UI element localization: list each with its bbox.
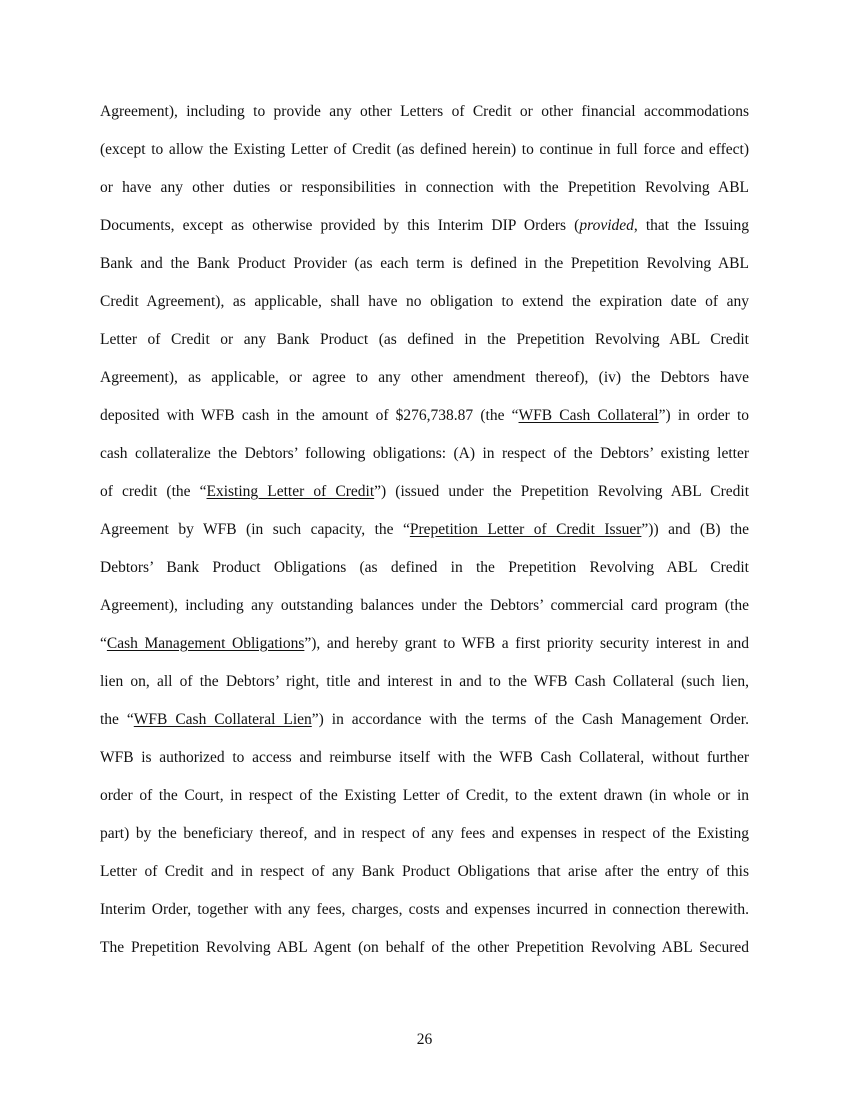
text-line	[100, 322, 749, 360]
text-run: deposited with WFB cash in the amount of $276,738.87 (the “	[100, 407, 519, 424]
text-run: Agreement), including any outstanding balances under the Debtors’ commercial card program (the	[100, 597, 749, 614]
text-run: ”) in order to	[658, 407, 750, 424]
text-run: Letter of Credit and in respect of any Bank Product Obligations that arise after the entry of this	[100, 863, 749, 880]
text-run: part) by the beneficiary thereof, and in respect of any fees and expenses in respect of the Existing	[100, 825, 749, 842]
text-line	[100, 360, 749, 398]
text-run: , that the Issuing	[633, 217, 749, 234]
text-line	[100, 588, 749, 626]
text-run: Bank and the Bank Product Provider (as each term is defined in the Prepetition Revolving ABL	[100, 255, 749, 272]
defined-term: Existing Letter of Credit	[206, 483, 375, 500]
body-text	[100, 94, 749, 968]
text-run: “	[100, 635, 107, 652]
text-run: Letter of Credit or any Bank Product (as defined in the Prepetition Revolving ABL Credit	[100, 331, 749, 348]
text-run: of credit (the “	[100, 483, 207, 500]
text-line	[100, 474, 749, 512]
defined-term: Prepetition Letter of Credit Issuer	[409, 521, 642, 538]
text-run: the “	[100, 711, 134, 728]
text-run: order of the Court, in respect of the Existing Letter of Credit, to the extent drawn (in whole or in	[100, 787, 749, 804]
text-line	[100, 550, 749, 588]
text-run: (except to allow the Existing Letter of Credit (as defined herein) to continue in full force and effect)	[100, 141, 749, 158]
text-line	[100, 512, 749, 550]
text-run: WFB is authorized to access and reimburse itself with the WFB Cash Collateral, without further	[100, 749, 749, 766]
text-run: cash collateralize the Debtors’ following obligations: (A) in respect of the Debtors’ existing letter	[100, 445, 749, 462]
defined-term: Cash Management Obligations	[106, 635, 305, 652]
text-run: Agreement by WFB (in such capacity, the “	[100, 521, 410, 538]
text-run: Credit Agreement), as applicable, shall have no obligation to extend the expiration date of any	[100, 293, 749, 310]
text-run: lien on, all of the Debtors’ right, title and interest in and to the WFB Cash Collateral (such lien,	[100, 673, 749, 690]
defined-term: WFB Cash Collateral	[518, 407, 659, 424]
text-line	[100, 626, 749, 664]
text-line	[100, 816, 749, 854]
text-line	[100, 208, 749, 246]
text-line	[100, 436, 749, 474]
text-run: ”) in accordance with the terms of the Cash Management Order.	[311, 711, 749, 728]
text-line	[100, 246, 749, 284]
defined-term: WFB Cash Collateral Lien	[133, 711, 312, 728]
text-run: ”), and hereby grant to WFB a first priority security interest in and	[304, 635, 749, 652]
text-run: The Prepetition Revolving ABL Agent (on behalf of the other Prepetition Revolving ABL Secured	[100, 939, 749, 956]
text-line	[100, 740, 749, 778]
text-line	[100, 930, 749, 968]
text-run: Interim Order, together with any fees, charges, costs and expenses incurred in connection therewith.	[100, 901, 749, 918]
text-run: ”) (issued under the Prepetition Revolving ABL Credit	[374, 483, 749, 500]
text-run: Debtors’ Bank Product Obligations (as defined in the Prepetition Revolving ABL Credit	[100, 559, 749, 576]
text-line	[100, 664, 749, 702]
italic-text: provided	[579, 217, 634, 234]
page-number: 26	[416, 1031, 433, 1048]
text-line	[100, 94, 749, 132]
text-run: Agreement), including to provide any other Letters of Credit or other financial accommodations	[100, 103, 749, 120]
text-run: Agreement), as applicable, or agree to any other amendment thereof), (iv) the Debtors have	[100, 369, 749, 386]
text-line	[100, 778, 749, 816]
text-run: Documents, except as otherwise provided by this Interim DIP Orders (	[100, 217, 580, 234]
text-line	[100, 132, 749, 170]
text-line	[100, 854, 749, 892]
text-line	[100, 398, 749, 436]
text-run: or have any other duties or responsibilities in connection with the Prepetition Revolving ABL	[100, 179, 749, 196]
text-line	[100, 702, 749, 740]
text-line	[100, 892, 749, 930]
text-line	[100, 284, 749, 322]
text-run: ”)) and (B) the	[641, 521, 749, 538]
text-line	[100, 170, 749, 208]
